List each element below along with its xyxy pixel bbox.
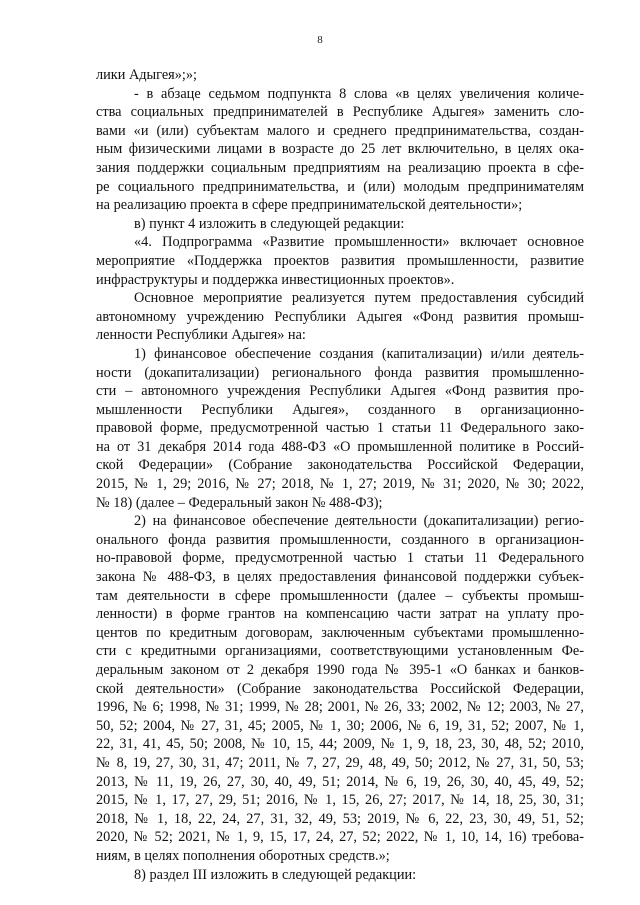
- text-line: ре социального предпринимательства, и (или) молодым предпринимателям: [96, 178, 584, 195]
- text-line: ства социальных предпринимателей в Республике Адыгея» заменить сло-: [96, 104, 584, 121]
- text-line: вами «и (или) субъектам малого и среднего предпринимательства, создан-: [96, 122, 584, 139]
- text-line: 8) раздел III изложить в следующей редакции:: [134, 866, 417, 883]
- text-line: 2018, № 1, 18, 22, 24, 27, 31, 32, 49, 53; 2019, № 6, 22, 23, 30, 49, 51, 52;: [96, 810, 584, 827]
- text-line: там деятельности в сфере промышленности (далее – субъекты промыш-: [96, 587, 584, 604]
- text-line: инфраструктуры и поддержка инвестиционных проектов».: [96, 271, 455, 288]
- text-line: зания поддержки социальным предприятиям на реализацию проекта в сфе-: [96, 159, 584, 176]
- text-line: закона № 488-ФЗ, в целях предоставления финансовой поддержки субъек-: [96, 569, 584, 586]
- text-line: центов по кредитным договорам, заключенным субъектами промышленно-: [96, 624, 584, 641]
- text-line: 2015, № 1, 29; 2016, № 27; 2018, № 1, 27; 2019, № 31; 2020, № 30; 2022,: [96, 476, 584, 493]
- text-line: ниям, в целях пополнения оборотных средств.»;: [96, 847, 390, 864]
- text-line: ным физическими лицами в возрасте до 25 лет включительно, в целях ока-: [96, 141, 584, 158]
- text-line: мышленности Республики Адыгея», созданного в организационно-: [96, 401, 584, 418]
- text-line: сти с кредитными организациями, соответствующими установленным Фе-: [96, 643, 584, 660]
- text-line: автономному учреждению Республики Адыгея «Фонд развития промыш-: [96, 308, 584, 325]
- text-line: лики Адыгея»;»;: [96, 67, 197, 83]
- text-line: правовой форме, предусмотренной частью 1 статьи 11 Федерального зако-: [96, 420, 584, 437]
- text-line: на от 31 декабря 2014 года 488-ФЗ «О промышленной политике в Россий-: [96, 438, 584, 455]
- text-line: мероприятие «Поддержка проектов развития промышленности, развитие: [96, 252, 584, 269]
- text-line: онального фонда развития промышленности, созданного в организацион-: [96, 531, 584, 548]
- text-line: «4. Подпрограмма «Развитие промышленности» включает основное: [134, 234, 584, 251]
- document-body: [96, 66, 584, 884]
- text-line: 2020, № 52; 2021, № 1, 9, 15, 17, 24, 27, 52; 2022, № 1, 10, 14, 16) требова-: [96, 829, 584, 846]
- text-line: 22, 31, 41, 45, 50; 2008, № 10, 15, 44; 2009, № 1, 9, 18, 23, 30, 48, 52; 2010,: [96, 736, 584, 753]
- text-line: ленности Республики Адыгея» на:: [96, 327, 306, 344]
- text-line: Основное мероприятие реализуется путем предоставления субсидий: [134, 290, 584, 307]
- text-line: сти – автономного учреждения Республики Адыгея «Фонд развития про-: [96, 383, 584, 400]
- text-line: 50, 52; 2004, № 27, 31, 45; 2005, № 1, 30; 2006, № 6, 19, 31, 52; 2007, № 1,: [96, 717, 584, 734]
- text-line: ской Федерации» (Собрание законодательства Российской Федерации,: [96, 457, 584, 474]
- text-line: 2015, № 1, 17, 27, 29, 51; 2016, № 1, 15, 26, 27; 2017, № 14, 18, 25, 30, 31;: [96, 792, 584, 809]
- text-line: № 18) (далее – Федеральный закон № 488-ФЗ);: [96, 494, 383, 511]
- text-line: в) пункт 4 изложить в следующей редакции:: [134, 215, 405, 232]
- text-line: 2013, № 11, 19, 26, 27, 30, 40, 49, 51; 2014, № 6, 19, 26, 30, 40, 45, 49, 52;: [96, 773, 584, 790]
- text-line: на реализацию проекта в сфере предпринимательской деятельности»;: [96, 197, 523, 214]
- text-line: 2) на финансовое обеспечение деятельности (докапитализации) регио-: [134, 513, 584, 530]
- text-line: 1) финансовое обеспечение создания (капитализации) и/или деятель-: [134, 345, 584, 362]
- text-line: ленности) в форме грантов на компенсацию части затрат на уплату про-: [96, 606, 584, 623]
- text-line: ской деятельности» (Собрание законодательства Российской Федерации,: [96, 680, 584, 697]
- text-line: - в абзаце седьмом подпункта 8 слова «в целях увеличения количе-: [134, 85, 584, 102]
- text-line: но-правовой форме, предусмотренной частью 1 статьи 11 Федерального: [96, 550, 584, 567]
- page-number: 8: [317, 34, 323, 46]
- text-line: 1996, № 6; 1998, № 31; 1999, № 28; 2001, № 26, 33; 2002, № 12; 2003, № 27,: [96, 699, 584, 716]
- text-line: № 8, 19, 27, 30, 31, 47; 2011, № 7, 27, 29, 48, 49, 50; 2012, № 27, 31, 50, 53;: [96, 754, 584, 771]
- text-line: деральным законом от 2 декабря 1990 года № 395-1 «О банках и банков-: [96, 662, 584, 678]
- text-line: ности (докапитализации) регионального фонда развития промышленно-: [96, 364, 584, 381]
